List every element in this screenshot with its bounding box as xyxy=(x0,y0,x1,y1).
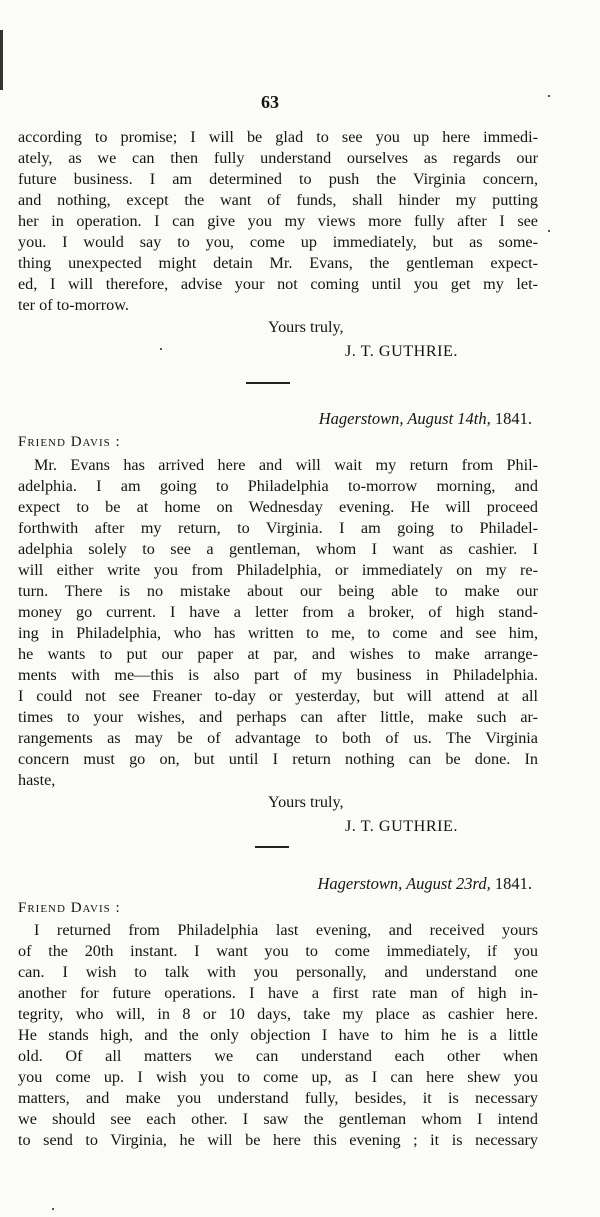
scan-speck xyxy=(548,230,550,232)
letter-1-line: future business. I am determined to push the Virginia concern, xyxy=(18,170,538,188)
letter-3-dateline xyxy=(317,874,532,894)
letter-2-line: forthwith after my return, to Virginia. I am going to Philadel- xyxy=(18,519,538,537)
letter-2-signature: J. T. GUTHRIE. xyxy=(345,817,458,835)
letter-1-line: you. I would say to you, come up immediately, but as some- xyxy=(18,233,538,251)
letter-2-line: I could not see Freaner to-day or yesterday, but will attend at all xyxy=(18,687,538,705)
letter-1-line: ed, I will therefore, advise your not coming until you get my let- xyxy=(18,275,538,293)
section-divider xyxy=(255,846,289,848)
letter-3-salutation: Friend Davis : xyxy=(18,900,121,916)
letter-1-line: according to promise; I will be glad to see you up here immedi- xyxy=(18,128,538,146)
letter-3-line: we should see each other. I saw the gentleman whom I intend xyxy=(18,1110,538,1128)
letter-2-line: rangements as may be of advantage to both of us. The Virginia xyxy=(18,729,538,747)
letter-3-line: tegrity, who will, in 8 or 10 days, take my place as cashier here. xyxy=(18,1005,538,1023)
letter-2-dateline xyxy=(319,409,532,429)
page-number: 63 xyxy=(261,92,279,112)
letter-2-line: will either write you from Philadelphia, or immediately on my re- xyxy=(18,561,538,579)
letter-2-line: expect to be at home on Wednesday evening. He will proceed xyxy=(18,498,538,516)
letter-1-body xyxy=(18,127,538,363)
letter-3-body xyxy=(18,920,538,1151)
letter-2-line: times to your wishes, and perhaps can after little, make such ar- xyxy=(18,708,538,726)
letter-3-line: He stands high, and the only objection I have to him he is a little xyxy=(18,1026,538,1044)
letter-2-closing: Yours truly, xyxy=(268,793,344,811)
letter-2-date-year: 1841. xyxy=(494,409,532,428)
letter-2-line: ing in Philadelphia, who has written to me, to come and see him, xyxy=(18,624,538,642)
letter-3-line: matters, and make you understand fully, besides, it is necessary xyxy=(18,1089,538,1107)
letter-2-closing-block xyxy=(18,791,538,838)
letter-2-line: ments with me—this is also part of my business in Philadelphia. xyxy=(18,666,538,684)
letter-1-signature: J. T. GUTHRIE. xyxy=(345,342,458,360)
letter-3-line: to send to Virginia, he will be here this evening ; it is necessary xyxy=(18,1131,538,1149)
letter-1-closing: Yours truly, xyxy=(268,318,344,336)
letter-1-closing-block xyxy=(18,316,538,363)
letter-2-body xyxy=(18,455,538,838)
letter-2-line: money go current. I have a letter from a broker, of high stand- xyxy=(18,603,538,621)
letter-2-line: adelphia. I am going to Philadelphia to-morrow morning, and xyxy=(18,477,538,495)
letter-2-date-place: Hagerstown, August 14th, xyxy=(318,409,491,428)
letter-3-line: can. I wish to talk with you personally, and understand one xyxy=(18,963,538,981)
letter-2-line: haste, xyxy=(18,771,56,789)
letter-1-line: her in operation. I can give you my views more fully after I see xyxy=(18,212,538,230)
letter-1-line: thing unexpected might detain Mr. Evans, the gentleman expect- xyxy=(18,254,538,272)
letter-1-line: ter of to-morrow. xyxy=(18,296,129,314)
letter-2-line: adelphia solely to see a gentleman, whom I want as cashier. I xyxy=(18,540,538,558)
letter-2-line: concern must go on, but until I return nothing can be done. In xyxy=(18,750,538,768)
scan-edge-mark xyxy=(0,30,3,90)
letter-3-line: another for future operations. I have a first rate man of high in- xyxy=(18,984,538,1002)
scan-speck xyxy=(52,1208,54,1210)
letter-3-line: of the 20th instant. I want you to come immediately, if you xyxy=(18,942,538,960)
letter-3-date-year: 1841. xyxy=(494,874,532,893)
letter-1-line: ately, as we can then fully understand ourselves as regards our xyxy=(18,149,538,167)
section-divider xyxy=(246,382,290,384)
letter-2-line: turn. There is no mistake about our being able to make our xyxy=(18,582,538,600)
letter-2-salutation: Friend Davis : xyxy=(18,434,121,450)
letter-3-date-place: Hagerstown, August 23rd, xyxy=(317,874,491,893)
letter-3-line: old. Of all matters we can understand each other when xyxy=(18,1047,538,1065)
letter-3-line: I returned from Philadelphia last evening, and received yours xyxy=(34,921,538,939)
letter-2-line: he wants to put our paper at par, and wishes to make arrange- xyxy=(18,645,538,663)
letter-3-line: you come up. I wish you to come up, as I can here shew you xyxy=(18,1068,538,1086)
letter-1-line: and nothing, except the want of funds, shall hinder my putting xyxy=(18,191,538,209)
scan-speck xyxy=(548,95,550,97)
letter-2-line: Mr. Evans has arrived here and will wait my return from Phil- xyxy=(34,456,538,474)
